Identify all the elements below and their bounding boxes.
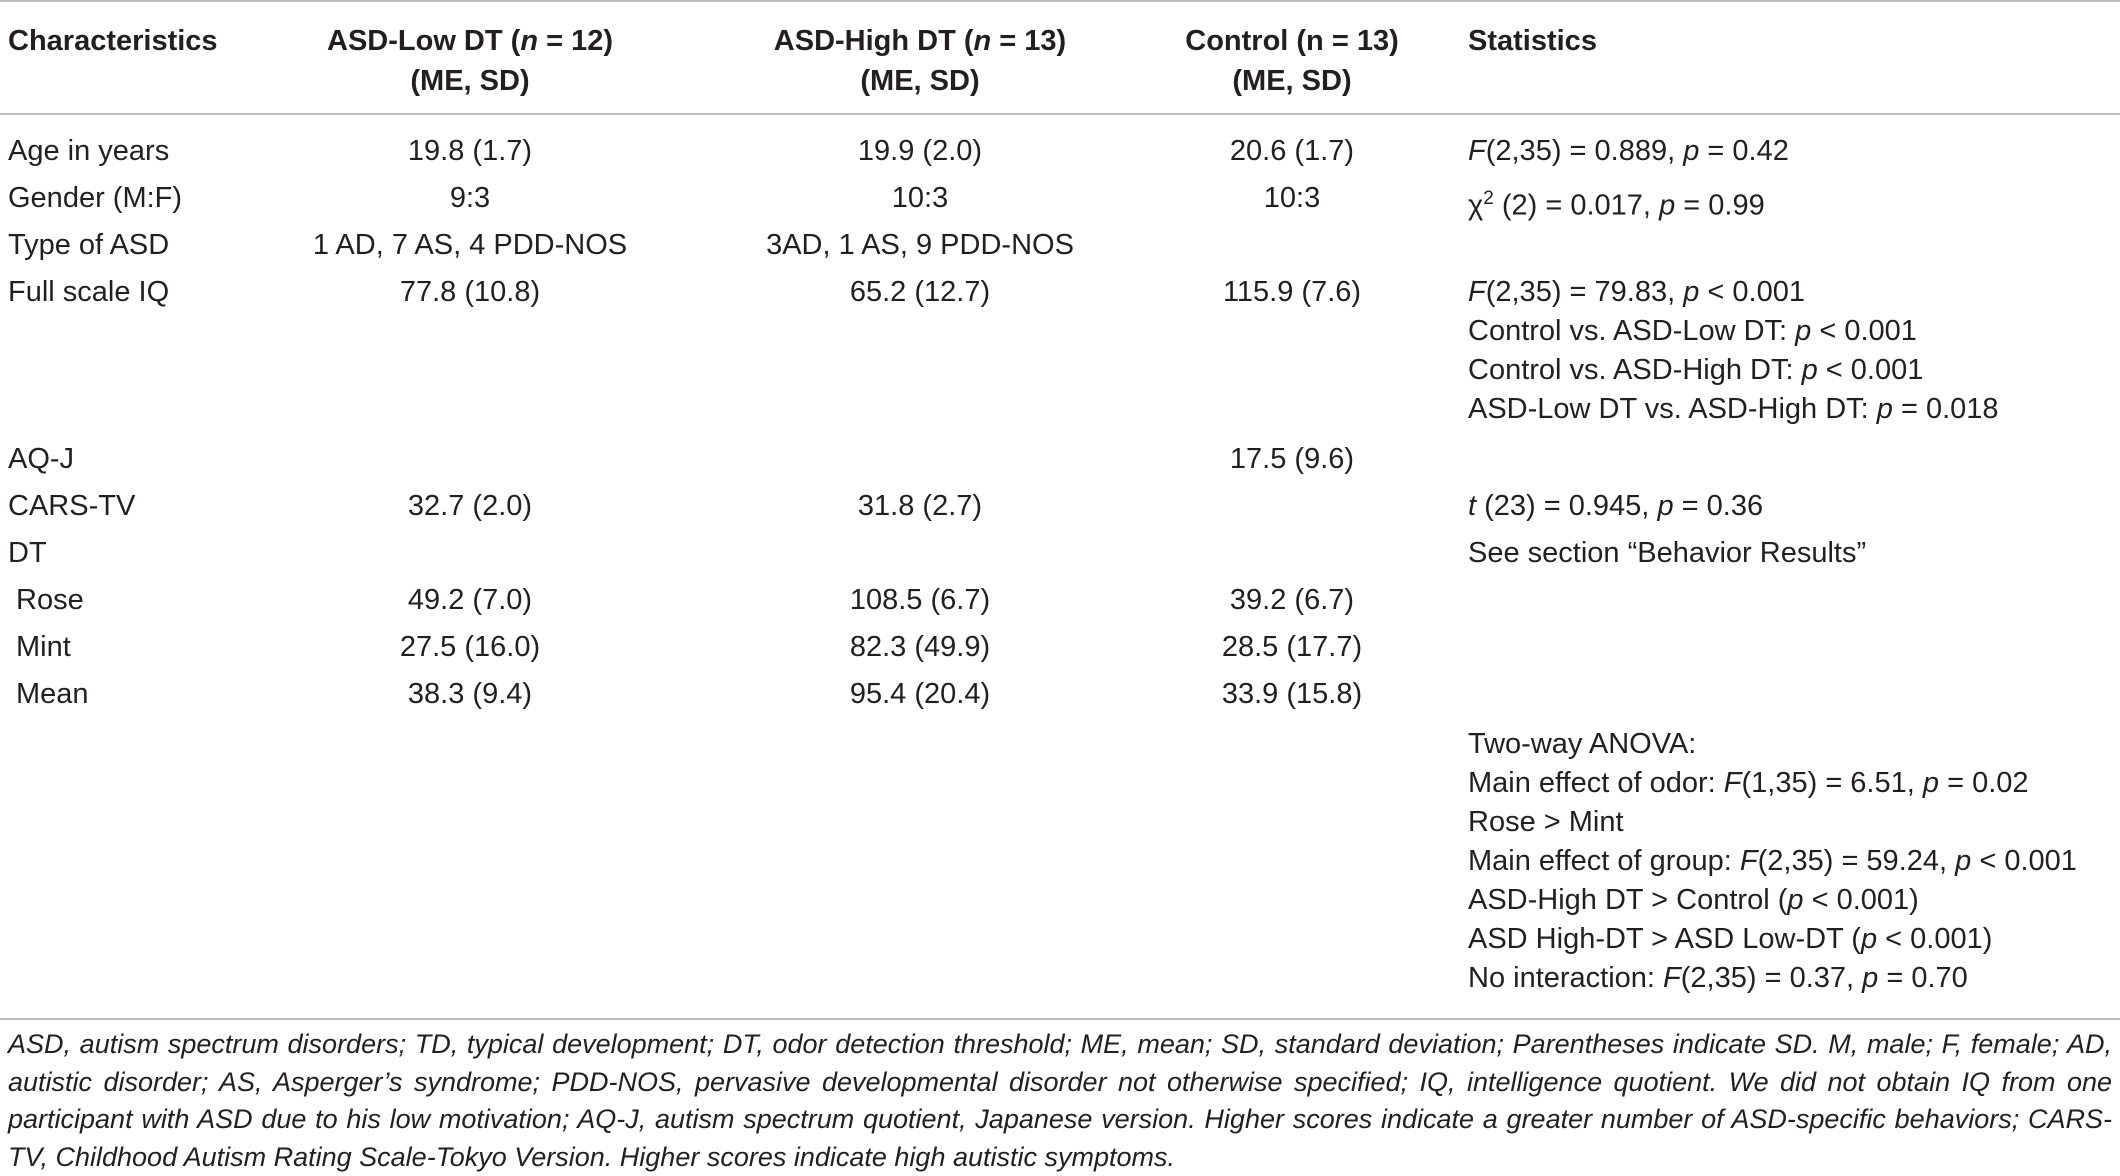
stat-symbol: p — [1860, 923, 1878, 955]
row-gender-high: 10:3 — [891, 182, 949, 214]
stat-symbol: p — [1922, 767, 1940, 799]
row-mean-control: 33.9 (15.8) — [1221, 678, 1363, 710]
row-iq-control: 115.9 (7.6) — [1222, 276, 1362, 308]
iq-stat-line — [1468, 351, 1999, 390]
iq-stat-line — [1468, 273, 1999, 312]
anova-line — [1468, 764, 2077, 803]
row-iq-high: 65.2 (12.7) — [849, 276, 991, 308]
row-mint-high: 82.3 (49.9) — [849, 631, 991, 663]
row-age-high: 19.9 (2.0) — [857, 135, 983, 167]
anova-line — [1468, 959, 2077, 998]
stat-symbol: p — [1795, 315, 1812, 347]
anova-line: Rose > Mint — [1468, 806, 1624, 838]
header-control-sub: (ME, SD) — [1232, 65, 1352, 97]
stat-symbol: p — [1683, 276, 1700, 308]
table-bottom-rule — [0, 1018, 2120, 1020]
row-gender-statistics — [1468, 179, 1765, 226]
stat-text: < 0.001) — [1877, 923, 1993, 955]
header-asd-low-dt-post: = 12) — [538, 25, 613, 57]
row-mean-low: 38.3 (9.4) — [407, 678, 533, 710]
header-asd-high-dt-pre: ASD-High DT ( — [773, 25, 974, 57]
stat-text: Main effect of group: — [1468, 845, 1740, 877]
stat-symbol: p — [1683, 135, 1700, 167]
stat-text: ASD-High DT > Control ( — [1468, 884, 1788, 916]
stat-text: Control vs. ASD-High DT: — [1468, 354, 1802, 386]
row-iq-low: 77.8 (10.8) — [399, 276, 541, 308]
stat-text: < 0.001 — [1971, 845, 2077, 877]
stat-text: = 0.70 — [1878, 962, 1968, 994]
row-gender-low: 9:3 — [449, 182, 491, 214]
header-statistics: Statistics — [1468, 25, 1597, 57]
row-mean-label: Mean — [16, 678, 89, 710]
row-cars-high: 31.8 (2.7) — [857, 490, 983, 522]
stat-text: = 0.018 — [1892, 393, 1999, 425]
stat-symbol: p — [1801, 354, 1818, 386]
row-iq-label: Full scale IQ — [8, 276, 170, 308]
row-type-high: 3AD, 1 AS, 9 PDD-NOS — [766, 229, 1074, 261]
row-type-label: Type of ASD — [8, 229, 170, 261]
row-dt-statistics: See section “Behavior Results” — [1468, 537, 1867, 569]
stat-text: (1,35) = 6.51, — [1741, 767, 1923, 799]
stat-symbol: F — [1468, 276, 1486, 308]
stat-text: (23) = 0.945, — [1476, 490, 1658, 522]
stat-text: (2) = 0.017, — [1493, 189, 1660, 222]
stat-text: (2,35) = 59.24, — [1757, 845, 1956, 877]
row-mean-high: 95.4 (20.4) — [849, 678, 991, 710]
stat-symbol: p — [1657, 490, 1674, 522]
stat-text: Main effect of odor: — [1468, 767, 1724, 799]
stat-text: χ — [1468, 189, 1484, 222]
table-top-rule — [0, 0, 2120, 2]
stat-text: No interaction: — [1468, 962, 1664, 994]
stat-text: ASD-Low DT vs. ASD-High DT: — [1468, 393, 1877, 425]
header-control: Control (n = 13) — [1185, 25, 1399, 57]
anova-line — [1468, 920, 2077, 959]
row-rose-high: 108.5 (6.7) — [849, 584, 991, 616]
row-age-statistics — [1468, 132, 1789, 171]
stat-symbol: p — [1876, 393, 1893, 425]
anova-line: Two-way ANOVA: — [1468, 728, 1697, 760]
stat-text: = 0.36 — [1673, 490, 1764, 522]
row-age-control: 20.6 (1.7) — [1229, 135, 1355, 167]
row-cars-statistics — [1468, 487, 1763, 526]
row-mint-low: 27.5 (16.0) — [399, 631, 541, 663]
row-rose-low: 49.2 (7.0) — [407, 584, 533, 616]
stat-symbol: p — [1862, 962, 1879, 994]
stat-symbol: F — [1468, 135, 1486, 167]
stat-text: (2,35) = 0.37, — [1680, 962, 1863, 994]
iq-stat-line — [1468, 390, 1999, 429]
header-asd-low-dt — [270, 21, 670, 61]
row-rose-control: 39.2 (6.7) — [1229, 584, 1355, 616]
row-iq-statistics — [1468, 273, 1999, 429]
anova-line — [1468, 881, 2077, 920]
row-age-low: 19.8 (1.7) — [407, 135, 533, 167]
stat-text: = 0.02 — [1939, 767, 2029, 799]
row-cars-label: CARS-TV — [8, 490, 136, 522]
iq-stat-line — [1468, 312, 1999, 351]
stat-symbol: p — [1787, 884, 1804, 916]
anova-line — [1468, 842, 2077, 881]
stat-symbol: F — [1739, 845, 1758, 877]
stat-symbol: F — [1723, 767, 1742, 799]
stat-symbol: t — [1468, 490, 1477, 522]
row-type-low: 1 AD, 7 AS, 4 PDD-NOS — [312, 229, 628, 261]
row-mint-label: Mint — [16, 631, 71, 663]
header-asd-high-dt-n: n — [973, 25, 992, 57]
header-characteristics: Characteristics — [8, 25, 218, 57]
stat-symbol: p — [1955, 845, 1972, 877]
row-gender-control: 10:3 — [1263, 182, 1321, 214]
row-rose-label: Rose — [16, 584, 84, 616]
stat-text: < 0.001 — [1699, 276, 1805, 308]
row-gender-label: Gender (M:F) — [8, 182, 183, 214]
row-aqj-label: AQ-J — [8, 443, 75, 475]
stat-text: (2,35) = 79.83, — [1485, 276, 1684, 308]
row-age-label: Age in years — [8, 135, 170, 167]
header-asd-low-dt-n: n — [520, 25, 539, 57]
row-aqj-control: 17.5 (9.6) — [1229, 443, 1355, 475]
stat-text: = 0.42 — [1699, 135, 1789, 167]
stat-text: < 0.001 — [1817, 354, 1924, 386]
stat-text: < 0.001) — [1803, 884, 1919, 916]
stat-text: (2,35) = 0.889, — [1485, 135, 1684, 167]
anova-statistics — [1468, 725, 2077, 998]
row-cars-low: 32.7 (2.0) — [407, 490, 533, 522]
table-footnote: ASD, autism spectrum disorders; TD, typical development; DT, odor detection threshold; ME, mean; SD, standard deviation; Parentheses indicate SD. M, male; F, female; AD, autistic disorder; AS, Asperger’s syndrome; PDD-NOS, pervasive developmental disorder not otherwise specified; IQ, intelligence quotient. We did not obtain IQ from one participant with ASD due to his low motivation; AQ-J, autism spectrum quotient, Japanese version. Higher scores indicate a greater number of ASD-specific behaviors; CARS-TV, Childhood Autism Rating Scale-Tokyo Version. Higher scores indicate high autistic symptoms. — [8, 1029, 2112, 1172]
header-asd-high-dt — [720, 21, 1120, 61]
stat-text: Control vs. ASD-Low DT: — [1468, 315, 1796, 347]
header-asd-low-dt-sub: (ME, SD) — [410, 65, 530, 97]
stat-symbol: F — [1663, 962, 1681, 994]
header-asd-high-dt-sub: (ME, SD) — [860, 65, 980, 97]
stat-symbol: p — [1659, 189, 1676, 222]
header-asd-low-dt-pre: ASD-Low DT ( — [327, 25, 521, 57]
row-dt-label: DT — [8, 537, 47, 569]
row-mint-control: 28.5 (17.7) — [1221, 631, 1363, 663]
stat-superscript: 2 — [1483, 188, 1494, 209]
stat-text: ASD High-DT > ASD Low-DT ( — [1468, 923, 1861, 955]
stat-text: = 0.99 — [1675, 189, 1765, 222]
header-asd-high-dt-post: = 13) — [991, 25, 1067, 57]
table-header-rule — [0, 113, 2120, 115]
stat-text: < 0.001 — [1811, 315, 1917, 347]
